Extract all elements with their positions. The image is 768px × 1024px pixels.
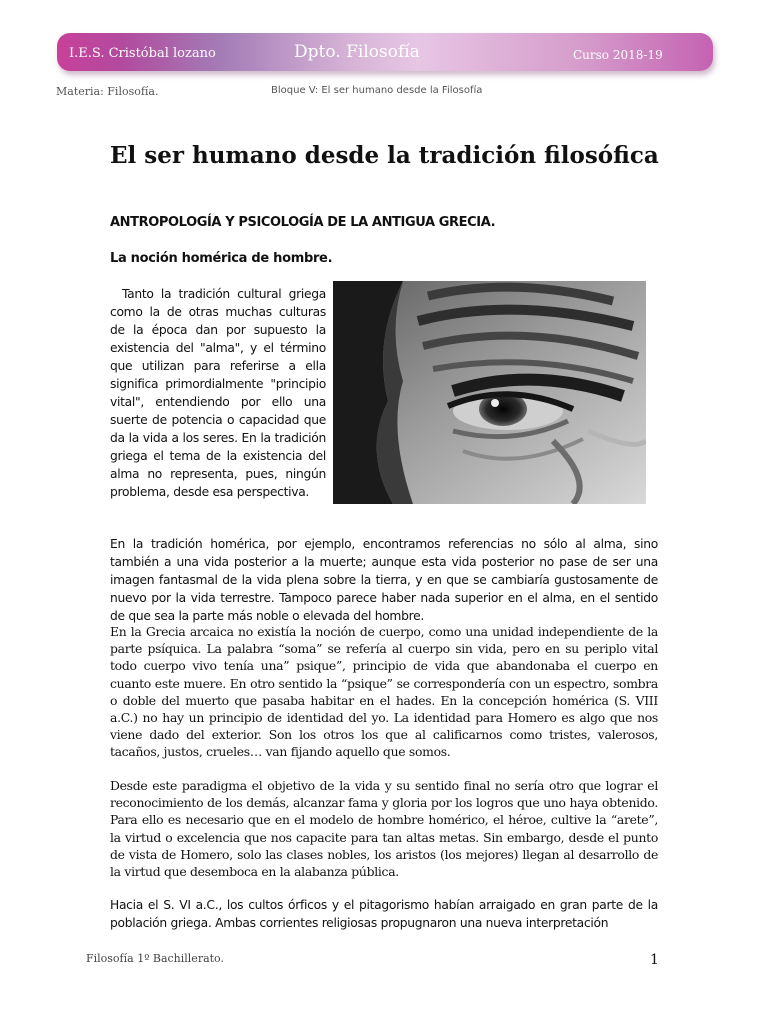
paragraph-3: En la Grecia arcaica no existía la noción de cuerpo, como una unidad independiente de la parte psíquica. La palabra “soma” se refería al cuerpo sin vida, pero en su periplo vital todo cuerpo vivo tenía una” psique”, principio de vida que abandonaba el cuerpo en cuanto este muere. En otro sentido la “psique” se correspondería con un espectro, sombra o doble del muerto que pasaba habitar en el hades. En la concepción homérica (S. VIII a.C.) no hay un principio de identidad del yo. La identidad para Homero es algo que nos viene dado del exterior. Son los otros los que al calificarnos como tristes, valerosos, tacaños, justos, crueles… van fijando aquello que somos.	[110, 624, 658, 760]
subsection-heading: La noción homérica de hombre.	[110, 251, 333, 266]
face-close-up-photo	[333, 281, 646, 504]
section-heading: ANTROPOLOGÍA Y PSICOLOGÍA DE LA ANTIGUA GRECIA.	[110, 215, 496, 230]
paragraph-5: Hacia el S. VI a.C., los cultos órficos y el pitagorismo habían arraigado en gran parte de la población griega. Ambas corrientes religiosas propugnaron una nueva interpretación	[110, 898, 658, 930]
department-name: Dpto. Filosofía	[294, 42, 420, 62]
document-title: El ser humano desde la tradición filosófica	[110, 142, 659, 169]
footer-course-label: Filosofía 1º Bachillerato.	[86, 952, 224, 965]
paragraph-4: Desde este paradigma el objetivo de la vida y su sentido final no sería otro que lograr el reconocimiento de los demás, alcanzar fama y gloria por los logros que uno haya obtenido. Para ello es necesario que en el modelo de hombre homérico, el héroe, cultive la “arete”, la virtud o excelencia que nos capacite para tan altas metas. Sin embargo, desde el punto de vista de Homero, solo las clases nobles, los aristos (los mejores) llegan al desarrollo de la virtud que desemboca en la alabanza pública.	[110, 778, 658, 880]
page-number: 1	[650, 952, 659, 968]
block-label: Bloque V: El ser humano desde la Filosofía	[271, 85, 483, 96]
paragraph-1: Tanto la tradición cultural griega como la de otras muchas culturas de la época dan por supuesto la existencia del "alma", y el término que utilizan para referirse a ella significa primordialmente "principio vital", entendiendo por ello una suerte de potencia o capacidad que da la vida a los seres. En la tradición griega el tema de la existencia del alma no representa, pues, ningún problema, desde esa perspectiva.	[110, 287, 326, 499]
school-name: I.E.S. Cristóbal lozano	[69, 46, 216, 61]
header-banner	[57, 33, 713, 71]
subject-label: Materia: Filosofía.	[56, 85, 159, 98]
course-year: Curso 2018-19	[573, 48, 663, 62]
paragraph-2: En la tradición homérica, por ejemplo, encontramos referencias no sólo al alma, sino también a una vida posterior a la muerte; aunque esta vida posterior no pase de ser una imagen fantasmal de la vida plena sobre la tierra, y en que se cambiaría gustosamente de nuevo por la vida terrestre. Tampoco parece haber nada superior en el alma, en el sentido de que sea la parte más noble o elevada del hombre.	[110, 537, 658, 623]
